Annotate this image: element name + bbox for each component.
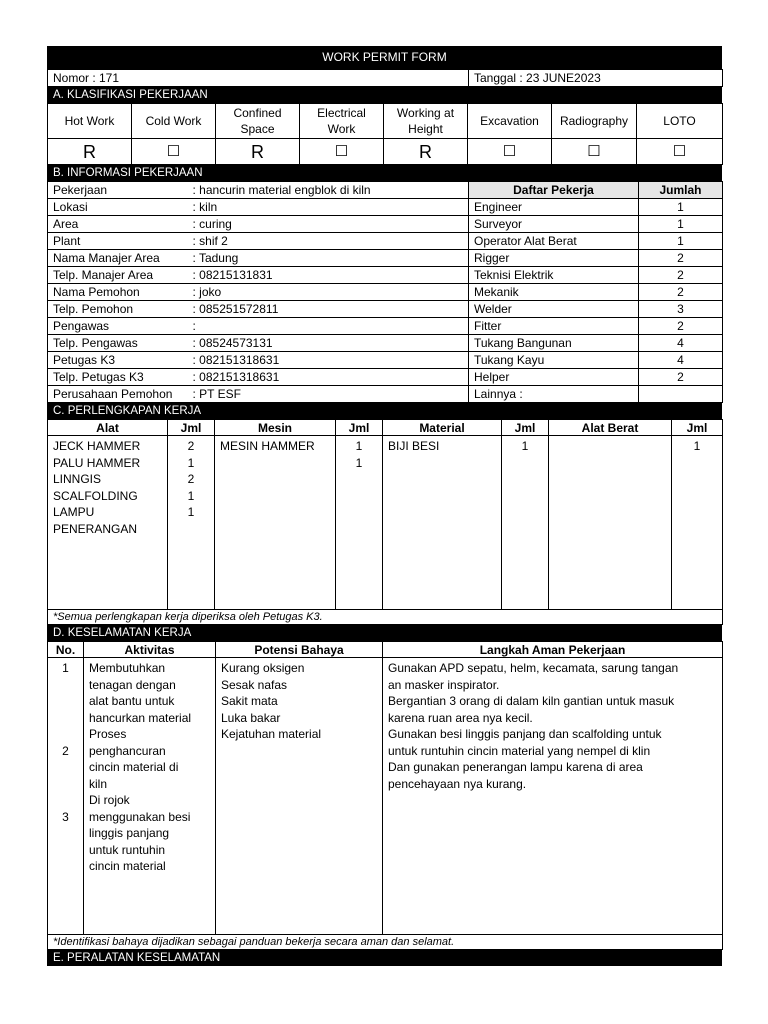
info-value: : 082151318631 — [188, 369, 469, 386]
col-aktivitas: Aktivitas — [84, 642, 216, 658]
col-alat-berat-jml: Jml — [672, 420, 723, 436]
cell-line: LINNGIS — [53, 472, 102, 486]
worker-count: 2 — [639, 318, 723, 335]
cell-line: 2 — [187, 472, 195, 486]
material-list — [383, 436, 502, 610]
col-alat-berat: Alat Berat — [549, 420, 672, 436]
type-loto: LOTO — [637, 104, 723, 139]
worker-count: 4 — [639, 352, 723, 369]
info-row — [48, 267, 723, 284]
aktivitas-list — [84, 658, 216, 935]
check-cold-work[interactable]: ☐ — [132, 139, 216, 165]
worker-type: Surveyor — [469, 216, 639, 233]
worker-type: Mekanik — [469, 284, 639, 301]
alat-berat-list — [549, 436, 672, 610]
col-langkah-aman: Langkah Aman Pekerjaan — [383, 642, 723, 658]
cell-line: cincin material — [89, 859, 166, 873]
cell-line: untuk runtuhin — [89, 842, 166, 857]
cell-line: Dan gunakan penerangan lampu karena di area — [388, 760, 643, 774]
cell-line — [53, 792, 78, 809]
info-row — [48, 284, 723, 301]
cell-line — [53, 776, 78, 793]
info-row — [48, 318, 723, 335]
worker-count: 1 — [639, 233, 723, 250]
check-excavation[interactable]: ☐ — [468, 139, 552, 165]
worker-count: 2 — [639, 267, 723, 284]
info-value: : — [188, 318, 469, 335]
worker-type: Operator Alat Berat — [469, 233, 639, 250]
cell-line: Sesak nafas — [221, 677, 288, 692]
cell-line: Gunakan besi linggis panjang dan scalfolding untuk — [388, 727, 662, 741]
cell-line: an masker inspirator. — [388, 677, 500, 692]
perlengkapan-table — [47, 419, 723, 625]
cell-line: BIJI BESI — [388, 439, 440, 453]
info-value: : Tadung — [188, 250, 469, 267]
cell-line: 2 — [187, 439, 195, 453]
cell-line: menggunakan besi — [89, 809, 191, 824]
info-label: Plant — [48, 233, 188, 250]
check-loto[interactable]: ☐ — [637, 139, 723, 165]
info-value: : 08215131831 — [188, 267, 469, 284]
cell-line: 1 — [187, 455, 195, 470]
info-label: Telp. Pemohon — [48, 301, 188, 318]
cell-line: Membutuhkan — [89, 661, 166, 675]
daftar-pekerja-header: Daftar Pekerja — [469, 182, 639, 199]
worker-count — [639, 386, 723, 403]
info-row — [48, 250, 723, 267]
cell-line: Bergantian 3 orang di dalam kiln gantian untuk masuk — [388, 694, 675, 708]
cell-line — [53, 677, 78, 694]
worker-count: 2 — [639, 369, 723, 386]
jumlah-header: Jumlah — [639, 182, 723, 199]
worker-type: Teknisi Elektrik — [469, 267, 639, 284]
cell-line: 1 — [187, 488, 195, 503]
info-label: Pengawas — [48, 318, 188, 335]
alat-berat-jml-list — [672, 436, 723, 610]
info-row — [48, 216, 723, 233]
type-cold-work: Cold Work — [132, 104, 216, 139]
info-row — [48, 335, 723, 352]
col-no: No. — [48, 642, 84, 658]
info-label: Telp. Petugas K3 — [48, 369, 188, 386]
info-row — [48, 369, 723, 386]
header-row-table — [47, 69, 723, 87]
keselamatan-table — [47, 641, 723, 950]
worker-type: Tukang Bangunan — [469, 335, 639, 352]
cell-line: PENERANGAN — [53, 521, 138, 536]
mesin-list — [215, 436, 336, 610]
info-label: Nama Pemohon — [48, 284, 188, 301]
cell-line — [53, 726, 78, 743]
langkah-list — [383, 658, 723, 935]
info-row — [48, 301, 723, 318]
section-c-heading: C. PERLENGKAPAN KERJA — [47, 403, 722, 419]
type-hot-work: Hot Work — [48, 104, 132, 139]
worker-type: Welder — [469, 301, 639, 318]
col-alat-jml: Jml — [168, 420, 215, 436]
klasifikasi-table — [47, 103, 723, 165]
type-radiography: Radiography — [552, 104, 637, 139]
alat-jml-list — [168, 436, 215, 610]
info-value: : hancurin material engblok di kiln — [188, 182, 469, 199]
info-value: : kiln — [188, 199, 469, 216]
info-row — [48, 386, 723, 403]
info-value: : PT ESF — [188, 386, 469, 403]
cell-line: 1 — [355, 439, 363, 453]
cell-line: 3 — [62, 809, 69, 824]
cell-line: untuk runtuhin cincin material yang nempel di klin — [388, 743, 651, 758]
cell-line: tenagan dengan — [89, 677, 176, 692]
material-jml-list — [502, 436, 549, 610]
info-label: Pekerjaan — [48, 182, 188, 199]
cell-line: karena ruan area nya kecil. — [388, 710, 533, 725]
col-mesin: Mesin — [215, 420, 336, 436]
cell-line: Di rojok — [89, 793, 130, 807]
cell-line: alat bantu untuk — [89, 694, 175, 708]
worker-count: 2 — [639, 250, 723, 267]
col-alat: Alat — [48, 420, 168, 436]
info-row — [48, 182, 723, 199]
section-b-heading: B. INFORMASI PEKERJAAN — [47, 165, 722, 181]
nomor-field: Nomor : 171 — [48, 70, 469, 87]
cell-line: Luka bakar — [221, 710, 281, 725]
info-row — [48, 352, 723, 369]
col-material: Material — [383, 420, 502, 436]
worker-count: 2 — [639, 284, 723, 301]
cell-line: JECK HAMMER — [53, 439, 141, 453]
cell-line: MESIN HAMMER — [220, 439, 315, 453]
worker-count: 1 — [639, 199, 723, 216]
worker-type: Tukang Kayu — [469, 352, 639, 369]
work-permit-form — [47, 46, 722, 966]
worker-type: Rigger — [469, 250, 639, 267]
cell-line: Sakit mata — [221, 694, 278, 708]
potensi-list — [216, 658, 383, 935]
info-value: : 082151318631 — [188, 352, 469, 369]
worker-count: 4 — [639, 335, 723, 352]
cell-line: 2 — [62, 743, 69, 758]
perlengkapan-note: *Semua perlengkapan kerja diperiksa oleh Petugas K3. — [48, 610, 723, 625]
informasi-table — [47, 181, 723, 403]
no-list — [48, 658, 84, 935]
info-row — [48, 199, 723, 216]
worker-count: 3 — [639, 301, 723, 318]
info-row — [48, 233, 723, 250]
check-electrical-work[interactable]: ☐ — [300, 139, 384, 165]
check-hot-work[interactable]: R — [48, 139, 132, 165]
cell-line: cincin material di — [89, 760, 179, 774]
cell-line — [53, 759, 78, 776]
section-d-heading: D. KESELAMATAN KERJA — [47, 625, 722, 641]
info-label: Perusahaan Pemohon — [48, 386, 188, 403]
cell-line: penghancuran — [89, 743, 166, 758]
worker-type: Engineer — [469, 199, 639, 216]
cell-line: 1 — [521, 439, 529, 453]
info-label: Telp. Pengawas — [48, 335, 188, 352]
info-label: Area — [48, 216, 188, 233]
cell-line: Proses — [89, 727, 127, 741]
cell-line: Gunakan APD sepatu, helm, kecamata, sarung tangan — [388, 661, 679, 675]
info-value: : curing — [188, 216, 469, 233]
type-excavation: Excavation — [468, 104, 552, 139]
col-mesin-jml: Jml — [336, 420, 383, 436]
cell-line: 1 — [187, 505, 195, 519]
worker-type: Lainnya : — [469, 386, 639, 403]
cell-line: Kurang oksigen — [221, 661, 305, 675]
info-value: : 085251572811 — [188, 301, 469, 318]
form-title: WORK PERMIT FORM — [47, 46, 722, 69]
worker-count: 1 — [639, 216, 723, 233]
section-e-heading: E. PERALATAN KESELAMATAN — [47, 950, 722, 966]
tanggal-field: Tanggal : 23 JUNE2023 — [469, 70, 723, 87]
info-label: Telp. Manajer Area — [48, 267, 188, 284]
info-value: : joko — [188, 284, 469, 301]
mesin-jml-list — [336, 436, 383, 610]
cell-line — [53, 693, 78, 710]
cell-line — [53, 710, 78, 727]
info-label: Nama Manajer Area — [48, 250, 188, 267]
cell-line: LAMPU — [53, 505, 95, 519]
keselamatan-note: *Identifikasi bahaya dijadikan sebagai panduan bekerja secara aman dan selamat. — [48, 935, 723, 950]
cell-line: Kejatuhan material — [221, 727, 322, 741]
col-material-jml: Jml — [502, 420, 549, 436]
cell-line: PALU HAMMER — [53, 455, 141, 470]
cell-line: pencehayaan nya kurang. — [388, 776, 527, 791]
check-radiography[interactable]: ☐ — [552, 139, 637, 165]
cell-line: linggis panjang — [89, 826, 170, 840]
alat-list — [48, 436, 168, 610]
col-potensi-bahaya: Potensi Bahaya — [216, 642, 383, 658]
cell-line: SCALFOLDING — [53, 488, 138, 503]
cell-line: hancurkan material — [89, 710, 192, 725]
cell-line: 1 — [62, 661, 69, 675]
info-value: : shif 2 — [188, 233, 469, 250]
worker-type: Fitter — [469, 318, 639, 335]
cell-line: kiln — [89, 776, 108, 791]
check-confined-space[interactable]: R — [216, 139, 300, 165]
cell-line: 1 — [693, 439, 701, 453]
type-working-at-height: Working at Height — [384, 104, 468, 139]
info-label: Petugas K3 — [48, 352, 188, 369]
cell-line: 1 — [355, 455, 363, 470]
section-a-heading: A. KLASIFIKASI PEKERJAAN — [47, 87, 722, 103]
type-confined-space: Confined Space — [216, 104, 300, 139]
info-value: : 08524573131 — [188, 335, 469, 352]
type-electrical-work: Electrical Work — [300, 104, 384, 139]
check-working-at-height[interactable]: R — [384, 139, 468, 165]
info-label: Lokasi — [48, 199, 188, 216]
worker-type: Helper — [469, 369, 639, 386]
